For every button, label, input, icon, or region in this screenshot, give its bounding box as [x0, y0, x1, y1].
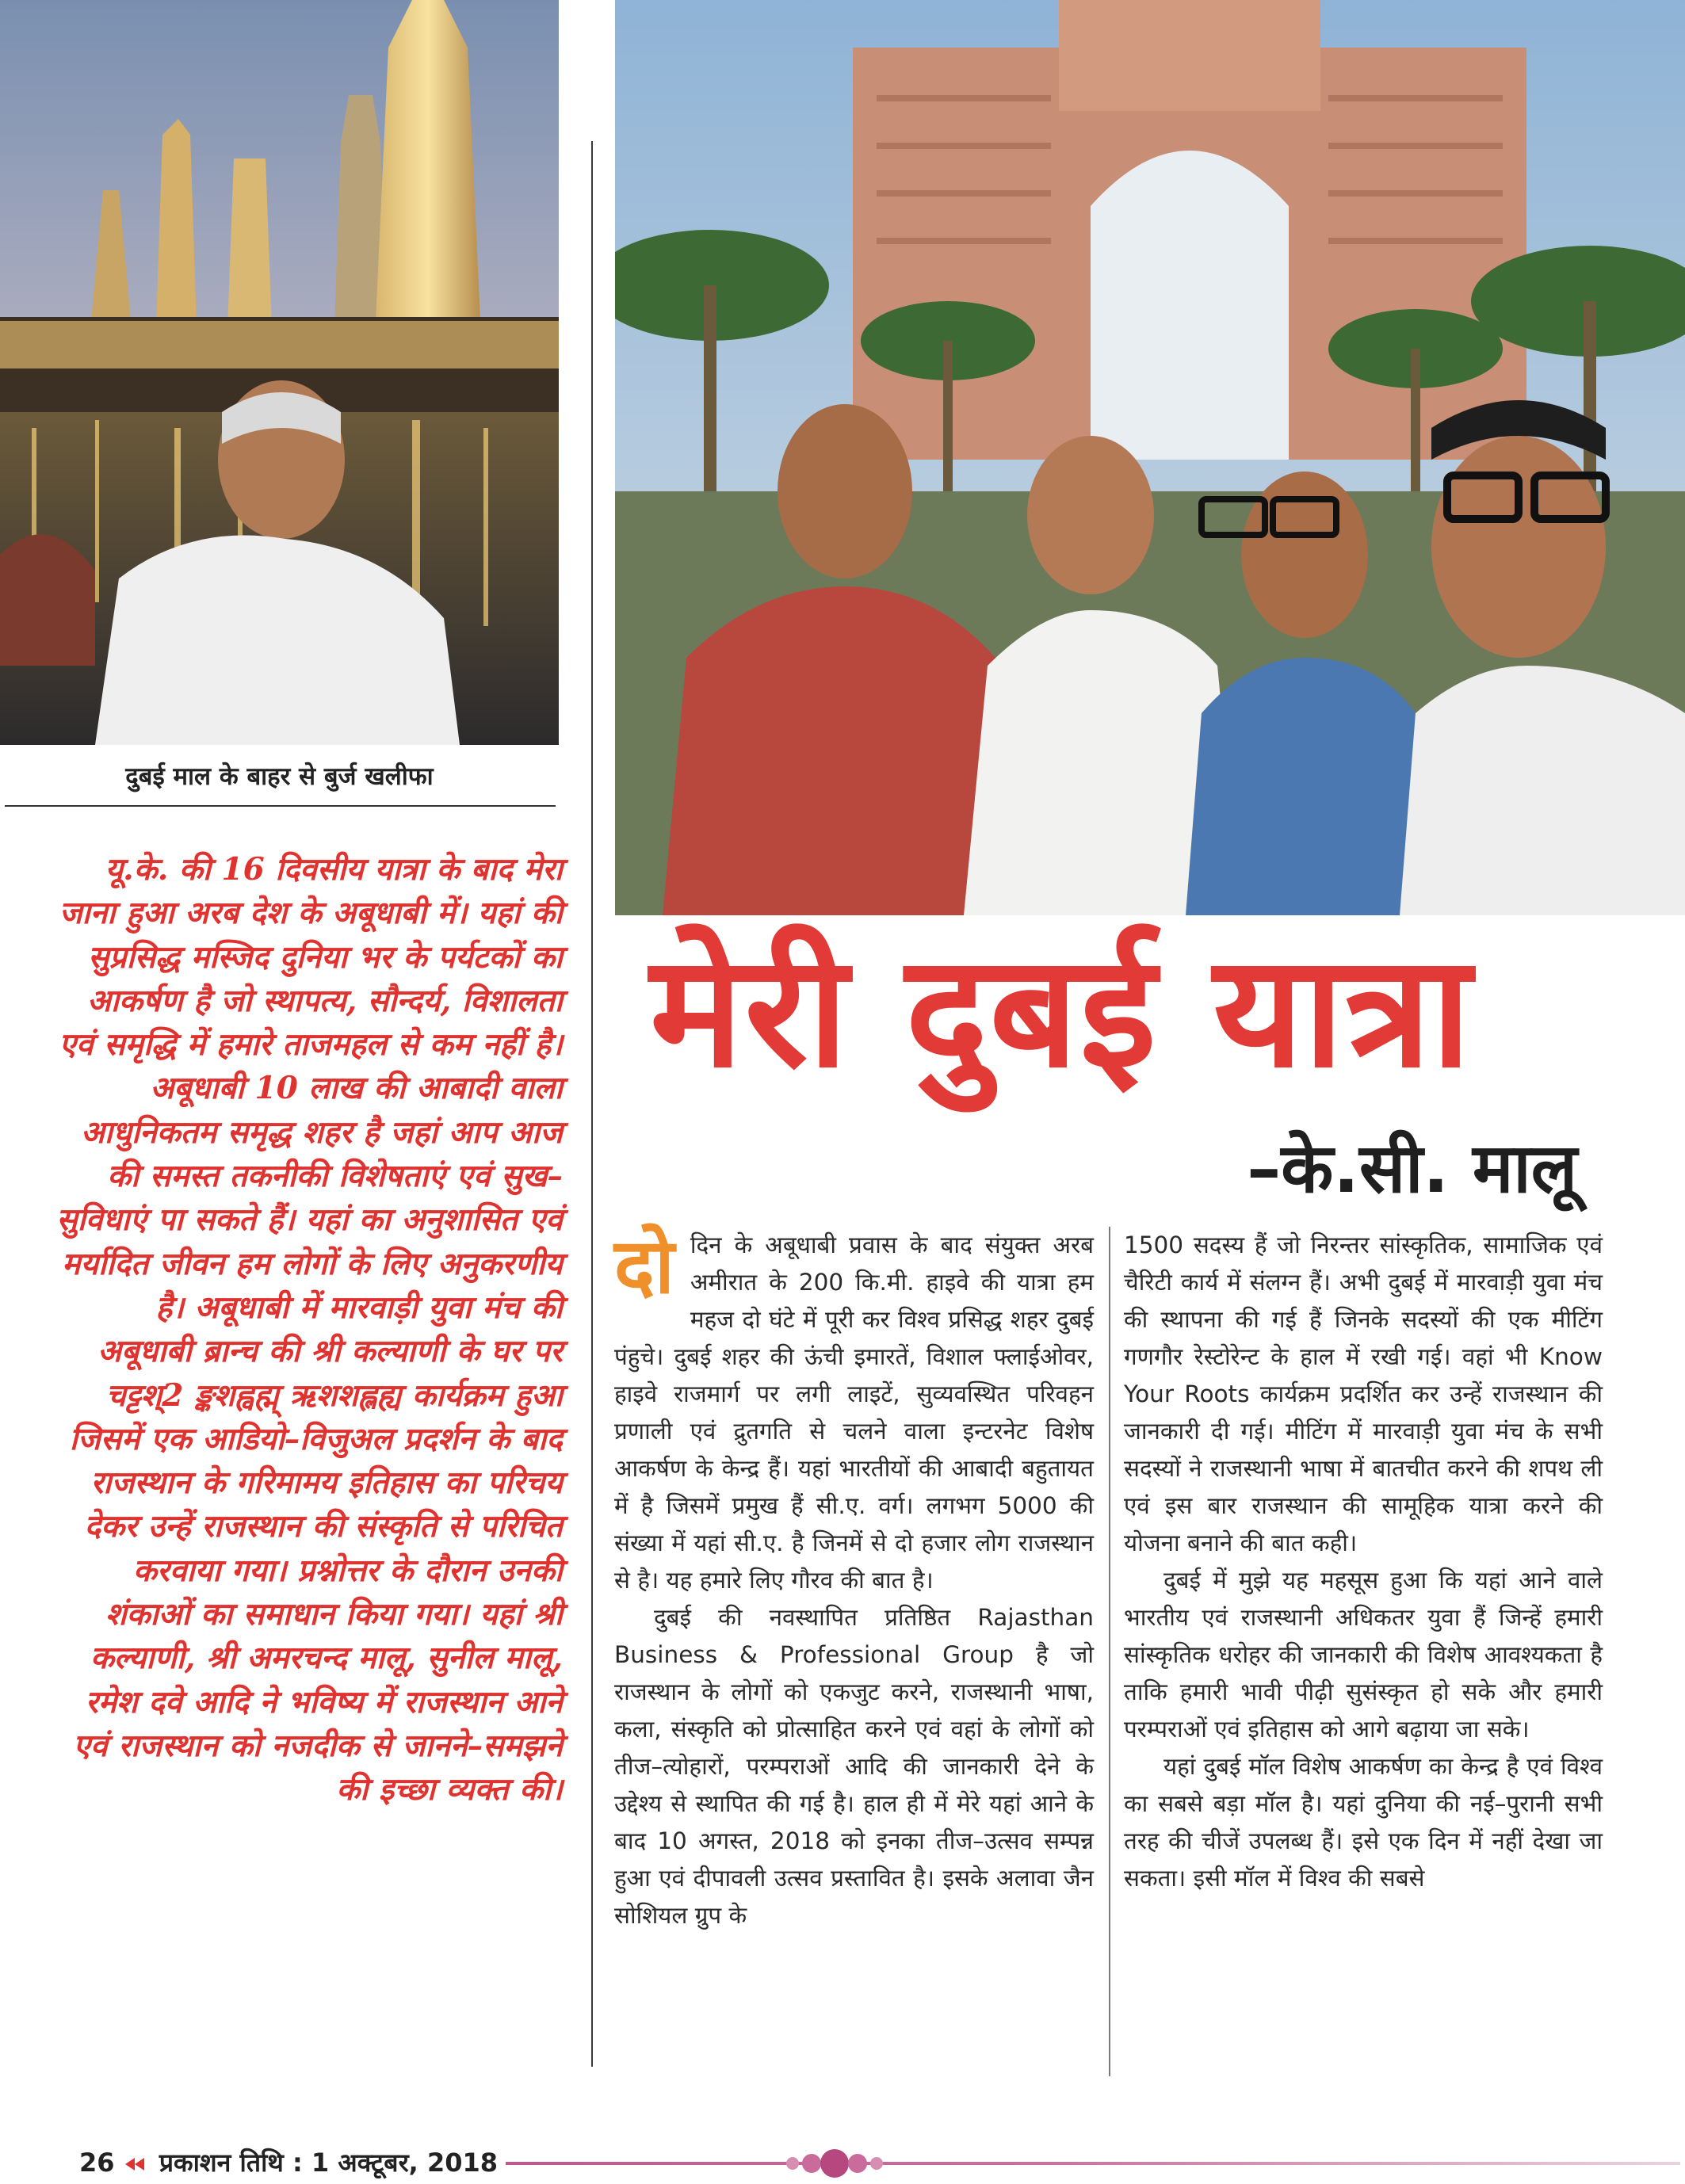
publication-date: प्रकाशन तिथि : 1 अक्टूबर, 2018 [159, 2148, 499, 2178]
sidebar-intro-text: यू.के. की 16 दिवसीय यात्रा के बाद मेरा जाना हुआ अरब देश के अबूधाबी में। यहां की सुप्रसिद्ध मस्जिद दुनिया भर के पर्यटकों का आकर्षण है जो स्थापत्य, सौन्दर्य, विशालता एवं समृद्धि में हमारे ताजमहल से कम नहीं है। अबूधाबी 10 लाख की आबादी वाला आधुनिकतम समृद्ध शहर है जहां आप आज की समस्त तकनीकी विशेषताएं एवं सुख–सुविधाएं पा सकते हैं। यहां का अनुशासित एवं मर्यादित जीवन हम लोगों के लिए अनुकरणीय है। अबूधाबी में मारवाड़ी युवा मंच की अबूधाबी ब्रान्च की श्री कल्याणी के घर पर चट्टश्2 ङ्कशह्वह्म् ऋशशह्लह्य कार्यक्रम हुआ जिसमें एक आडियो–विजुअल प्रदर्शन के बाद राजस्थान के गरिमामय इतिहास का परिचय देकर उन्हें राजस्थान की संस्कृति से परिचित करवाया गया। प्रश्नोत्तर के दौरान उनकी शंकाओं का समाधान किया गया। यहां श्री कल्याणी, श्री अमरचन्द मालू, सुनील मालू, रमेश दवे आदि ने भविष्य में राजस्थान आने एवं राजस्थान को नजदीक से जानने–समझने की इच्छा व्यक्त की। [56, 851, 563, 1808]
photo-group-atlantis-dubai-icon [615, 0, 1685, 915]
paragraph: दुबई की नवस्थापित प्रतिष्ठित Rajasthan Business & Professional Group है जो राजस्थान के लोगों को एकजुट करने, राजस्थानी भाषा, कला, संस्कृति को प्रोत्साहित करने एवं वहां के लोगों को तीज–त्योहारों, परम्पराओं आदि की जानकारी देने के उद्देश्य से स्थापित की गई है। हाल ही में मेरे यहां आने के बाद 10 अगस्त, 2018 को इनका तीज–उत्सव सम्पन्न हुआ एवं दीपावली उत्सव प्रस्तावित है। इसके अलावा जैन सोशियल ग्रुप के [614, 1604, 1094, 1929]
article-column-2 [1124, 1227, 1603, 1897]
paragraph: यहां दुबई मॉल विशेष आकर्षण का केन्द्र है एवं विश्व का सबसे बड़ा मॉल है। यहां दुनिया की नई–पुरानी सभी तरह की चीजें उपलब्ध हैं। इसे एक दिन में नहीं देखा जा सकता। इसी मॉल में विश्व की सबसे [1124, 1753, 1603, 1892]
photo-burj-khalifa [0, 0, 559, 745]
article-author: –के.सी. मालू [1247, 1129, 1577, 1208]
photo-burj-khalifa-night-icon [0, 0, 559, 745]
paragraph: दुबई में मुझे यह महसूस हुआ कि यहां आने वाले भारतीय एवं राजस्थानी अधिकतर युवा हैं जिन्हें हमारी सांस्कृतिक धरोहर की जानकारी की विशेष आवश्यकता है ताकि हमारी भावी पीढ़ी सुसंस्कृत हो सके और हमारी परम्पराओं एवं इतिहास को आगे बढ़ाया जा सके। [1124, 1567, 1603, 1743]
footer [71, 2144, 506, 2181]
article-column-1 [614, 1222, 1094, 1934]
article-title: मेरी दुबई यात्रा [650, 922, 1473, 1102]
photo-caption: दुबई माल के बाहर से बुर्ज खलीफा [125, 762, 434, 791]
photo-group-atlantis [615, 0, 1685, 915]
column-divider [1109, 1227, 1110, 2076]
paragraph: 1500 सदस्य हैं जो निरन्तर सांस्कृतिक, सामाजिक एवं चैरिटी कार्य में संलग्न हैं। अभी दुबई में मारवाड़ी युवा मंच की स्थापना की गई हैं जिनके सदस्यों की एक मीटिंग गणगौर रेस्टोरेन्ट के हाल में रखी गई। वहां भी Know Your Roots कार्यक्रम प्रदर्शित कर उन्हें राजस्थान की जानकारी दी गई। मीटिंग में मारवाड़ी युवा मंच के सभी सदस्यों ने राजस्थानी भाषा में बातचीत करने की शपथ ली एवं इस बार राजस्थान की सामूहिक यात्रा करने की योजना बनाने की बात कही। [1124, 1231, 1603, 1556]
column-divider [591, 141, 593, 2067]
paragraph: दिन के अबूधाबी प्रवास के बाद संयुक्त अरब अमीरात के 200 कि.मी. हाइवे की यात्रा हम महज दो घंटे में पूरी कर विश्व प्रसिद्ध शहर दुबई पंहुचे। दुबई शहर की ऊंची इमारतें, विशाल फ्लाईओवर, हाइवे राजमार्ग पर लगी लाइटें, सुव्यवस्थित परिवहन प्रणाली एवं द्रुतगति से चलने वाला इन्टरनेट विशेष आकर्षण के केन्द्र हैं। यहां भारतीयों की आबादी बहुतायत में है जिसमें प्रमुख हैं सी.ए. वर्ग। लगभग 5000 की संख्या में यहां सी.ए. है जिनमें से दो हजार लोग राजस्थान से है। यह हमारे लिए गौरव की बात है। [614, 1231, 1094, 1594]
footer-ornament-icon [783, 2148, 886, 2179]
page-number: 26 [79, 2148, 115, 2178]
drop-cap: दो [614, 1222, 674, 1311]
caption-divider [5, 805, 556, 807]
double-arrow-left-icon [124, 2155, 151, 2173]
